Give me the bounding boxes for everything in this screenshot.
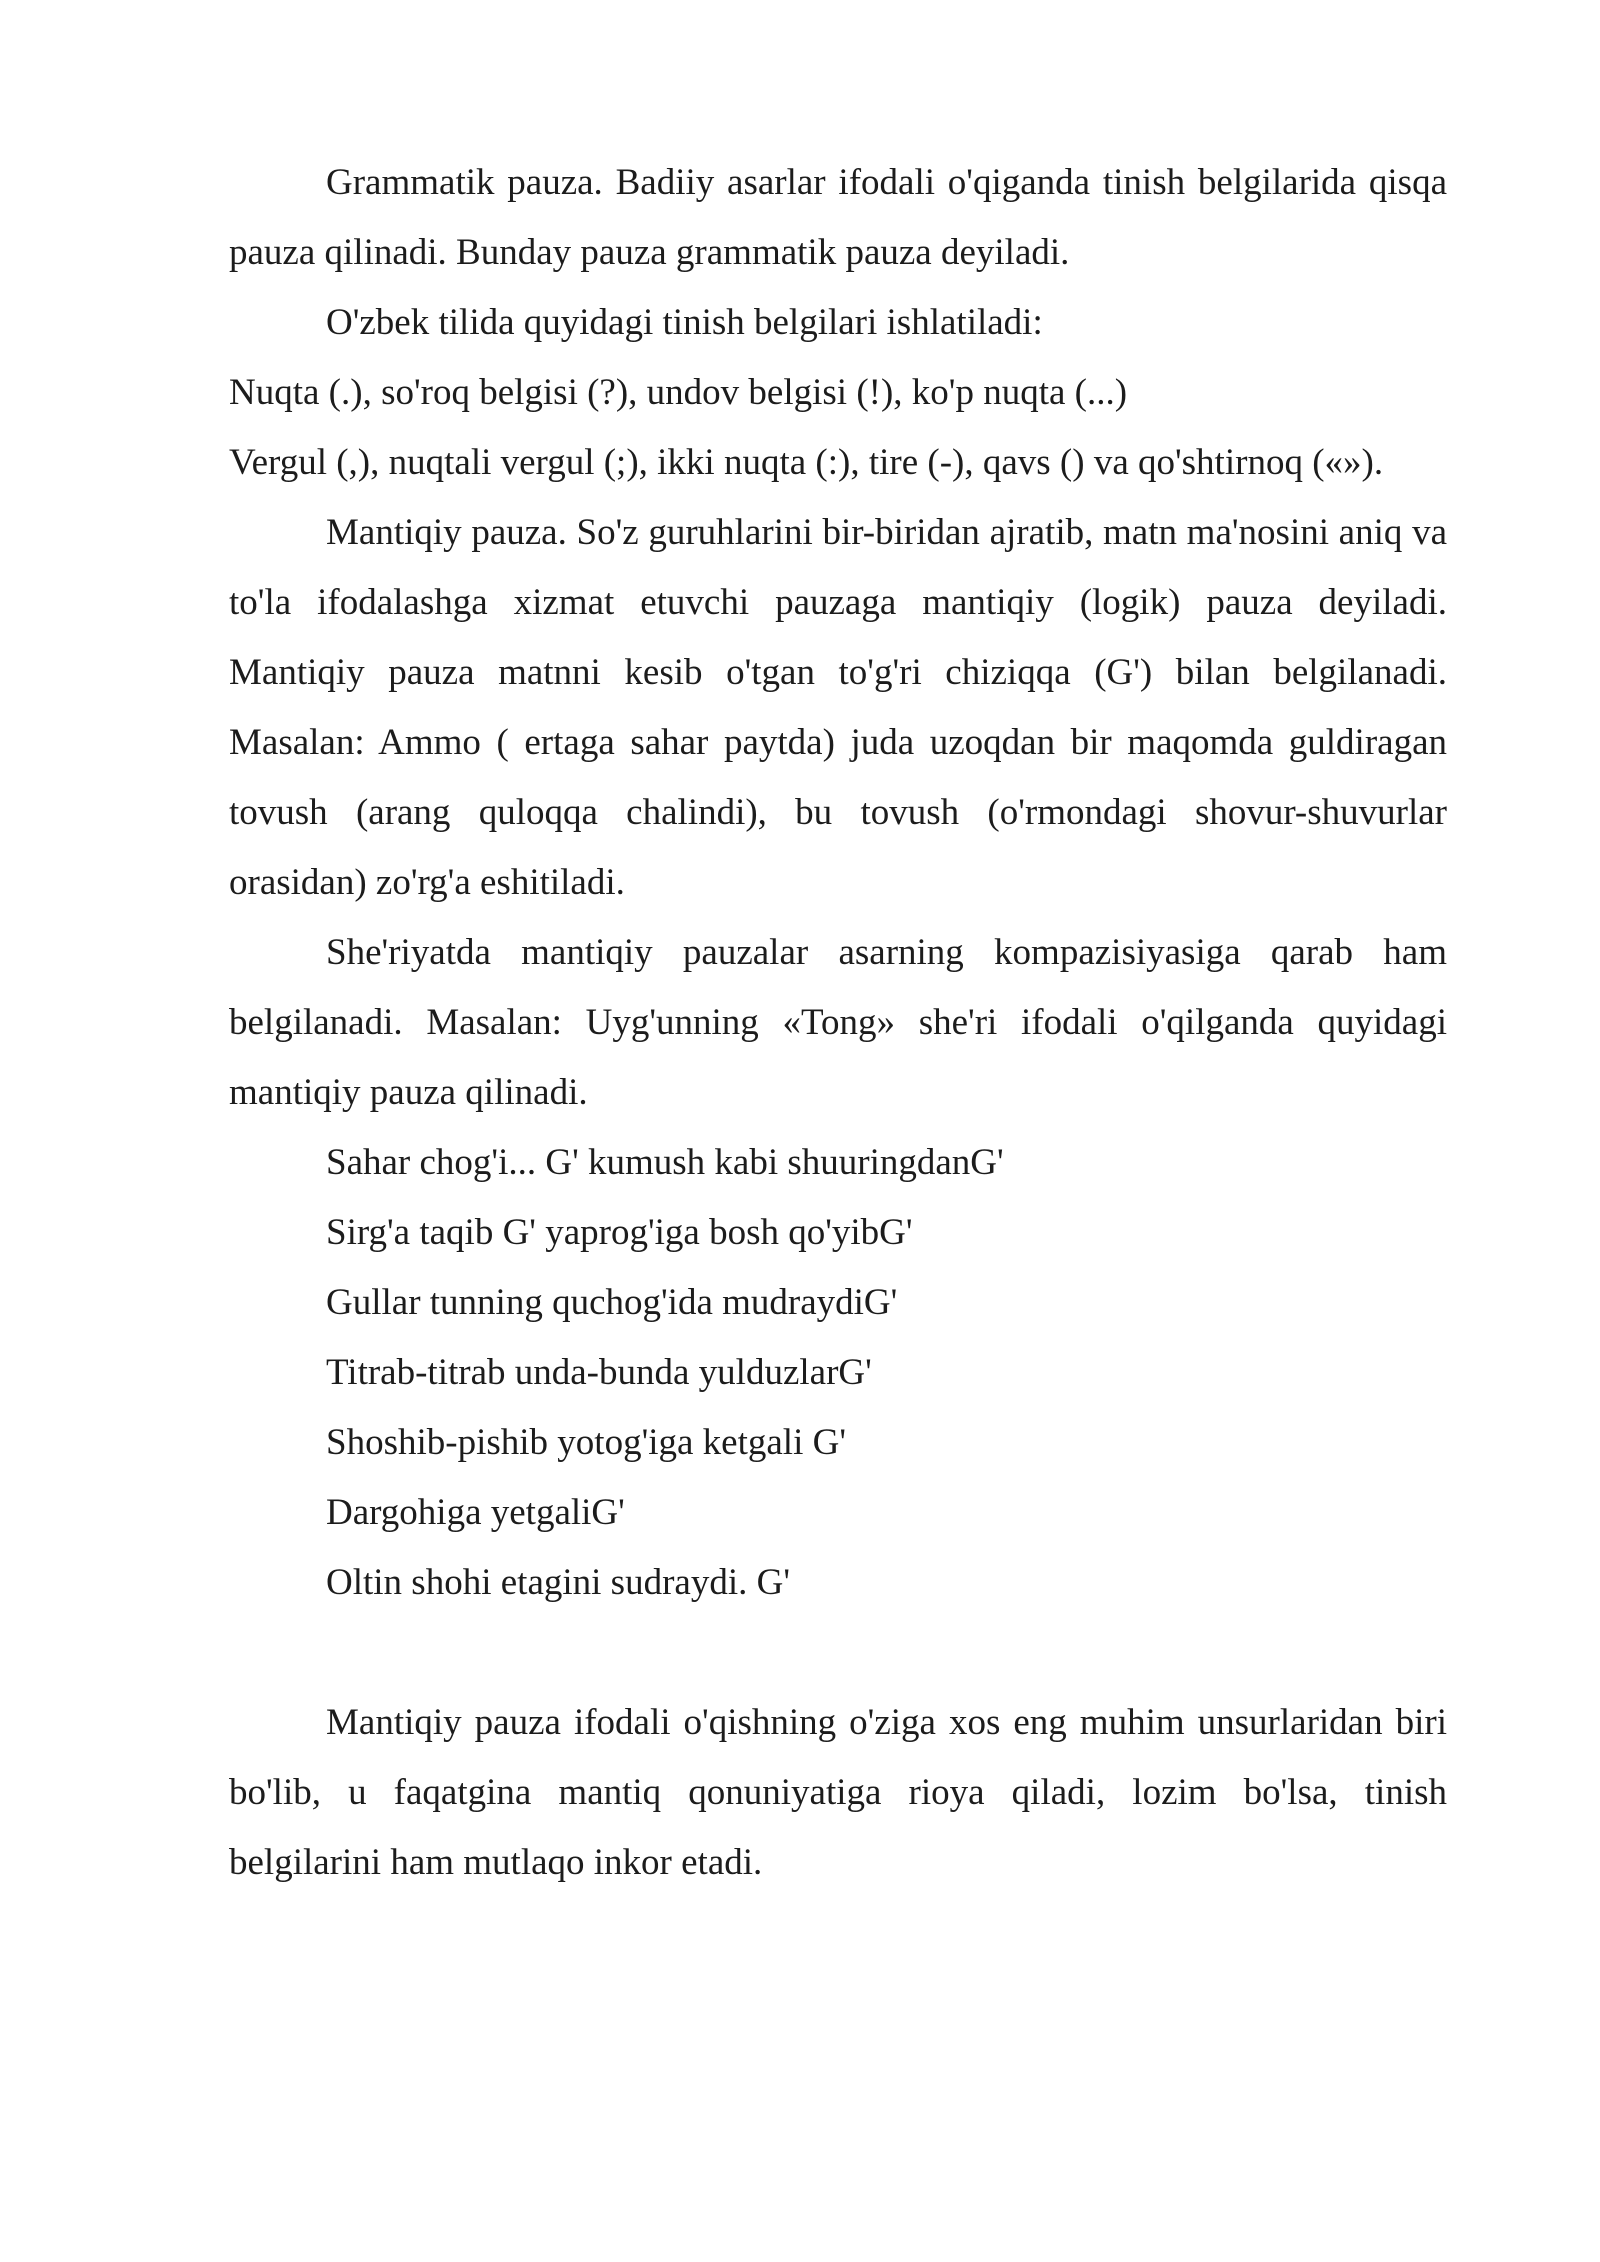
paragraph-conclusion: Mantiqiy pauza ifodali o'qishning o'ziga xos eng muhim unsurlaridan biri bo'lib, u faqatgina mantiq qonuniyatiga rioya qiladi, lozim bo'lsa, tinish belgilarini ham mutlaqo inkor etadi.	[229, 1702, 1447, 1883]
paragraph-marks-line-2: Vergul (,), nuqtali vergul (;), ikki nuqta (:), tire (-), qavs () va qo'shtirnoq («»).	[229, 442, 1384, 483]
paragraph-grammatical-pause: Grammatik pauza. Badiiy asarlar ifodali o'qiganda tinish belgilarida qisqa pauza qilinadi. Bunday pauza grammatik pauza deyiladi.	[229, 162, 1447, 273]
poem-block	[229, 1128, 1447, 1618]
poem-line: Titrab-titrab unda-bunda yulduzlarG'	[326, 1352, 872, 1393]
poem-line: Gullar tunning quchog'ida mudraydiG'	[326, 1282, 898, 1323]
blank-line	[229, 1618, 1447, 1688]
paragraph-marks-line-1: Nuqta (.), so'roq belgisi (?), undov belgisi (!), ko'p nuqta (...)	[229, 372, 1128, 413]
document-body	[229, 148, 1447, 1898]
poem-line: Sirg'a taqib G' yaprog'iga bosh qo'yibG'	[326, 1212, 913, 1253]
paragraph-poetry-pause: She'riyatda mantiqiy pauzalar asarning kompazisiyasiga qarab ham belgilanadi. Masalan: Uyg'unning «Tong» she'ri ifodali o'qilganda quyidagi mantiqiy pauza qilinadi.	[229, 932, 1447, 1113]
poem-line: Oltin shohi etagini sudraydi. G'	[326, 1562, 790, 1603]
poem-line: Shoshib-pishib yotog'iga ketgali G'	[326, 1422, 847, 1463]
poem-line: Dargohiga yetgaliG'	[326, 1492, 625, 1533]
poem-line: Sahar chog'i... G' kumush kabi shuuringdanG'	[326, 1142, 1004, 1183]
paragraph-marks-intro: O'zbek tilida quyidagi tinish belgilari ishlatiladi:	[326, 302, 1043, 343]
paragraph-logical-pause: Mantiqiy pauza. So'z guruhlarini bir-biridan ajratib, matn ma'nosini aniq va to'la ifodalashga xizmat etuvchi pauzaga mantiqiy (logik) pauza deyiladi. Mantiqiy pauza matnni kesib o'tgan to'g'ri chiziqqa (G') bilan belgilanadi. Masalan: Ammo ( ertaga sahar paytda) juda uzoqdan bir maqomda guldiragan tovush (arang quloqqa chalindi), bu tovush (o'rmondagi shovur-shuvurlar orasidan) zo'rg'a eshitiladi.	[229, 512, 1447, 903]
